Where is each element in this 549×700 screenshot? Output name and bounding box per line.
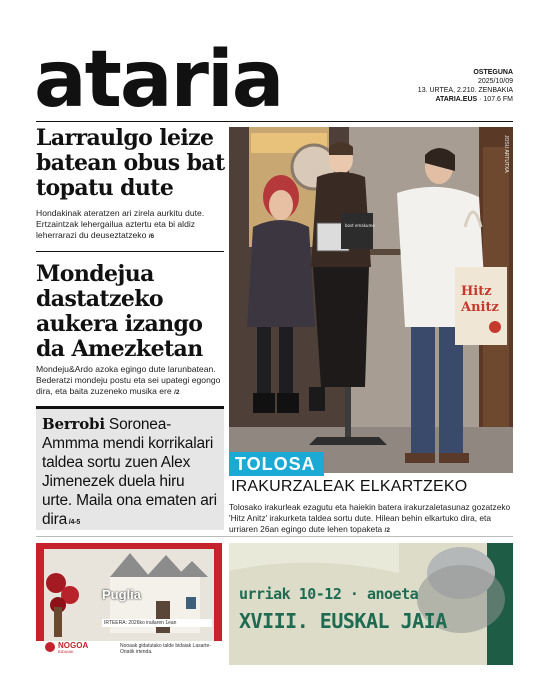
book-cover-text: bost emakume (345, 223, 375, 228)
story3-text: Soronea-Ammma mendi korrikalari taldea sortu zuen Alex Jimenezek duela hiru urte. Maila ona ematen ari dira (42, 416, 217, 528)
story3-box[interactable] (36, 406, 224, 530)
lead-photo-illustration (229, 127, 513, 473)
story2-summary-text: Mondeju&Ardo azoka egingo dute larunbatean. Bederatzi mondeju postu eta sei upategi egongo dira, eta baita zuzeneko musika ere (36, 364, 221, 396)
story3-page-ref[interactable]: /4-5 (67, 519, 81, 526)
lead-summary-text: Tolosako irakurleak ezagutu eta haiekin batera irakurzaletasunaz gozatzeko 'Hitz Anitz' irakurketa taldea sortu dute. Hilean behin elkartuko dira, eta urriaren 26an egingo dute lehen topaketa (229, 502, 511, 534)
story1-headline[interactable]: Larraulgo leize batean obus bat topatu dute (36, 125, 225, 201)
story2-headline[interactable]: Mondejua dastatzeko aukera izango da Amezketan (36, 261, 203, 362)
ad-nogoa-desc: Nooaak gidatutako talde bidaiak Lasarte-Oriatik irtenda. (120, 643, 211, 655)
ad-nogoa[interactable] (36, 543, 222, 665)
story1-divider (36, 251, 224, 252)
issue-info (418, 68, 513, 104)
ad-nogoa-contact: 943 37 36 73 · info@nooaa.eus · Hipodromo Etorbidea, 15 · Lasarte-Oria (40, 657, 157, 661)
ads-divider (36, 536, 513, 537)
ad-nogoa-caption: IRTEERA: 2026ko irailaren 1ean (102, 619, 212, 627)
bag-text-2: Anitz (461, 300, 499, 315)
story1-summary (36, 208, 224, 242)
story3-keyword: Berrobi (42, 415, 105, 433)
lead-headline[interactable]: IRAKURZALEAK ELKARTZEKO (229, 476, 513, 498)
bag-text-1: Hitz (461, 284, 492, 299)
story2-summary (36, 364, 226, 398)
story1-summary-text: Hondakinak ateratzen ari zirela aurkitu dute. Ertzaintzak lehergailua aztertu eta bi aldiz leherrarazi du deuseztatzeko (36, 208, 205, 240)
ataria-logo[interactable] (34, 46, 304, 114)
ad-euskal-jaia-art (229, 543, 513, 665)
ad-euskal-jaia[interactable] (229, 543, 513, 665)
masthead-rule (36, 121, 513, 122)
radio-frequency: · 107.6 FM (479, 96, 513, 103)
site-link[interactable]: ATARIA.EUS (435, 96, 478, 103)
issue-day: OSTEGUNA (473, 69, 513, 76)
ad-euskal-jaia-title: XVIII. EUSKAL JAIA (239, 609, 447, 633)
ad-nogoa-title: Puglia (102, 587, 142, 602)
lead-summary (229, 502, 513, 536)
lead-page-ref[interactable]: /2 (384, 527, 390, 534)
logo-text: ataria (34, 46, 283, 114)
story2-page-ref[interactable]: /2 (174, 389, 180, 396)
lead-place-label[interactable]: TOLOSA (229, 452, 324, 476)
story1-page-ref[interactable]: /6 (148, 233, 155, 240)
photo-credit: JOSU ARTUTXA (503, 135, 509, 173)
ad-nogoa-brand-sub: BIDAIAK (58, 649, 74, 654)
issue-date: 2025/10/09 (477, 78, 513, 85)
ad-euskal-jaia-dates: urriak 10-12 · anoeta (239, 585, 419, 603)
lead-photo[interactable] (229, 127, 513, 473)
issue-edition: 13. URTEA, 2.210. ZENBAKIA (417, 87, 513, 94)
ad-nogoa-brand: NOGOA (58, 641, 89, 650)
